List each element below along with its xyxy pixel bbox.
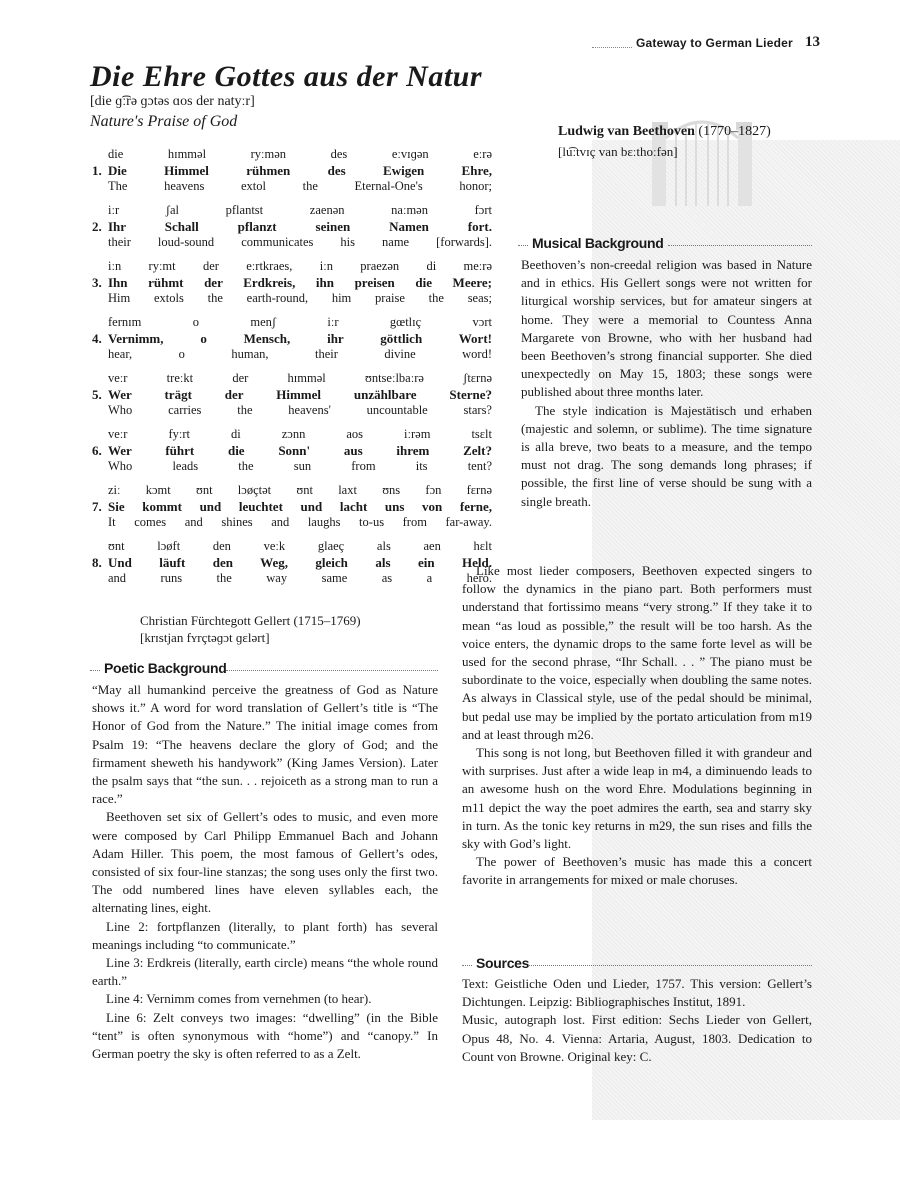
song-title-translation: Nature's Praise of God bbox=[90, 113, 238, 130]
section-rule bbox=[90, 670, 100, 671]
composer-line bbox=[558, 124, 771, 140]
line-number bbox=[92, 403, 108, 418]
poem-german-line bbox=[92, 274, 492, 291]
musical-background-text-continued bbox=[462, 562, 812, 890]
running-header: Gateway to German Lieder bbox=[636, 36, 793, 50]
paragraph: Beethoven set six of Gellert’s odes to music, and even more were composed by Carl Philipp Emmanuel Bach and Johann Adam Hiller. This poem, the most famous of Gellert’s odes, consisted of six four-line stanzas; the song uses only the first two. The odd numbered lines have eleven syllables each, the alternating lines, eight. bbox=[92, 809, 438, 916]
line-number: 2. bbox=[92, 219, 102, 234]
poem-stanza bbox=[92, 315, 492, 362]
line-number bbox=[92, 539, 108, 554]
paragraph: Line 4: Vernimm comes from vernehmen (to hear). bbox=[106, 991, 372, 1007]
paragraph: “May all humankind perceive the greatness of God as Nature shows it.” A word for word translation of Gellert’s title is “The Honor of God from the Nature.” The initial image comes from Psalm 19: “The heavens declare the glory of God; and the firmament sheweth his handywork” (King James Version). Later the psalm says that “the sun. . . rejoiceth as a strong man to run a race.” bbox=[92, 682, 438, 807]
poem-ipa-line bbox=[92, 371, 492, 386]
poem-english-line bbox=[92, 347, 492, 362]
line-number: 6. bbox=[92, 443, 102, 458]
line-text: veːr fyːrt di zɔnn aos iːrəm tsɛlt bbox=[108, 427, 492, 441]
page-number: 13 bbox=[805, 34, 820, 50]
composer-dates: (1770–1827) bbox=[698, 124, 771, 139]
line-text: Him extols the earth-round, him praise the seas; bbox=[108, 291, 492, 305]
line-number: 8. bbox=[92, 555, 102, 570]
line-number: 5. bbox=[92, 387, 102, 402]
poem-german-line bbox=[92, 386, 492, 403]
line-text: Who leads the sun from its tent? bbox=[108, 459, 492, 473]
line-text: The heavens extol the Eternal-One's honor; bbox=[108, 179, 492, 193]
line-number bbox=[92, 179, 108, 194]
line-number: 7. bbox=[92, 499, 102, 514]
poem-ipa-line bbox=[92, 315, 492, 330]
poem-german-line bbox=[92, 554, 492, 571]
poem-english-line bbox=[92, 571, 492, 586]
source-line: Text: Geistliche Oden und Lieder, 1757. This version: Gellert’s Dichtungen. Leipzig: Bibliographisches Institut, 1891. bbox=[462, 976, 812, 1010]
section-rule bbox=[528, 965, 812, 966]
musical-background-text bbox=[521, 256, 812, 511]
line-number bbox=[92, 427, 108, 442]
poem-stanza bbox=[92, 483, 492, 530]
line-number bbox=[92, 483, 108, 498]
line-number bbox=[92, 515, 108, 530]
line-number bbox=[92, 315, 108, 330]
paragraph: Line 6: Zelt conveys two images: “dwelling” (in the Bible “tent” is often synonymous with “home”) and “canopy.” In German poetry the sky is often referred to as a Zelt. bbox=[92, 1009, 438, 1062]
line-text: Wer führt die Sonn' aus ihrem Zelt? bbox=[108, 443, 492, 458]
line-text: Die Himmel rühmen des Ewigen Ehre, bbox=[108, 163, 492, 178]
line-number bbox=[92, 259, 108, 274]
line-text: Und läuft den Weg, gleich als ein Held. bbox=[108, 555, 492, 570]
line-number bbox=[92, 347, 108, 362]
line-number: 1. bbox=[92, 163, 102, 178]
poet-credit bbox=[140, 612, 361, 646]
line-text: their loud-sound communicates his name [forwards]. bbox=[108, 235, 492, 249]
line-text: It comes and shines and laughs to-us from far-away. bbox=[108, 515, 492, 529]
line-text: iːr ʃal pflantst zaenən naːmən fɔrt bbox=[108, 203, 492, 217]
section-rule bbox=[226, 670, 438, 671]
line-text: Ihr Schall pflanzt seinen Namen fort. bbox=[108, 219, 492, 234]
section-rule bbox=[462, 965, 472, 966]
poet-name: Christian Fürchtegott Gellert (1715–1769) bbox=[140, 613, 361, 628]
poem-english-line bbox=[92, 179, 492, 194]
poem-ipa-line bbox=[92, 203, 492, 218]
paragraph: The style indication is Majestätisch und erhaben (majestic and solemn, or sublime). The time signature is alla breve, two beats to a measure, and the tempo must not drag. The song demands long phrases; if possible, the first line of verse should be sung with a single breath. bbox=[521, 402, 812, 509]
poetic-background-text bbox=[92, 681, 438, 1063]
line-number bbox=[92, 571, 108, 586]
song-title-ipa: [die ɡ͡ːrə ɡɔtəs ɑos der natyːr] bbox=[90, 94, 255, 109]
poem-english-line bbox=[92, 403, 492, 418]
poem-ipa-line bbox=[92, 539, 492, 554]
poetic-background-heading: Poetic Background bbox=[104, 660, 227, 676]
paragraph: Line 2: fortpflanzen (literally, to plant forth) has several meanings including “to communicate.” bbox=[92, 918, 438, 952]
section-rule bbox=[518, 245, 528, 246]
header-rule bbox=[592, 47, 632, 48]
poem-stanza bbox=[92, 147, 492, 194]
line-number bbox=[92, 203, 108, 218]
poem-ipa-line bbox=[92, 147, 492, 162]
poem-german-line bbox=[92, 498, 492, 515]
line-text: Sie kommt und leuchtet und lacht uns von ferne, bbox=[108, 499, 492, 514]
line-text: die hɪmməl ryːmən des eːvɪɡən eːrə bbox=[108, 147, 492, 161]
poem-german-line bbox=[92, 442, 492, 459]
line-text: iːn ryːmt der eːrtkraes, iːn praezən di meːrə bbox=[108, 259, 492, 273]
line-number bbox=[92, 459, 108, 474]
line-text: Vernimm, o Mensch, ihr göttlich Wort! bbox=[108, 331, 492, 346]
poem-stanza bbox=[92, 371, 492, 418]
poem-german-line bbox=[92, 330, 492, 347]
line-number bbox=[92, 291, 108, 306]
line-number: 3. bbox=[92, 275, 102, 290]
composer-ipa: [lu͡ːtvɪç van bɛːthoːfən] bbox=[558, 144, 678, 159]
poem-english-line bbox=[92, 235, 492, 250]
composer-name: Ludwig van Beethoven bbox=[558, 124, 695, 139]
poem-text bbox=[92, 147, 492, 595]
paragraph: Line 3: Erdkreis (literally, earth circle) means “the whole round earth.” bbox=[92, 955, 438, 989]
sources-text bbox=[462, 975, 812, 1066]
line-text: hear, o human, their divine word! bbox=[108, 347, 492, 361]
line-text: ʊnt lɔøft den veːk glaeç als aen hɛlt bbox=[108, 539, 492, 553]
poem-english-line bbox=[92, 515, 492, 530]
line-number bbox=[92, 235, 108, 250]
line-number bbox=[92, 147, 108, 162]
song-title: Die Ehre Gottes aus der Natur bbox=[90, 60, 483, 93]
poem-ipa-line bbox=[92, 427, 492, 442]
poem-stanza bbox=[92, 203, 492, 250]
poem-stanza bbox=[92, 427, 492, 474]
line-number bbox=[92, 371, 108, 386]
line-text: Ihn rühmt der Erdkreis, ihn preisen die Meere; bbox=[108, 275, 492, 290]
poem-ipa-line bbox=[92, 259, 492, 274]
poem-english-line bbox=[92, 291, 492, 306]
paragraph: Like most lieder composers, Beethoven expected singers to follow the dynamics in the piano part. Both performers must understand that fortissimo means “very strong.” If they take it to mean “as loud as possible,” the result will be too harsh. As the voice enters, the dynamic drops to the same forte level as will be used for the second phrase, “Ihr Schall. . . ” The piano must be subordinate to the voice, especially when doubling the same notes. As always in Classical style, use of the pedal should be minimal, but pedal use may be implied by the portato articulation from m19 and at least through m26. bbox=[462, 563, 812, 742]
section-rule bbox=[668, 245, 812, 246]
paragraph: Beethoven’s non-creedal religion was based in Nature and in ethics. His Gellert songs were not written for liturgical worship services, but for amateur singers at home. They were a memorial to Countess Anna Margarete von Browne, who with her husband had been Beethoven’s strong financial supporter. She died unexpectedly on May 15, 1803; these songs were published about three months later. bbox=[521, 257, 812, 400]
poem-stanza bbox=[92, 259, 492, 306]
poet-ipa: [krɪstjan fʏrçtəɡɔt ɡɛlərt] bbox=[140, 630, 270, 645]
line-text: Who carries the heavens' uncountable stars? bbox=[108, 403, 492, 417]
source-line: Music, autograph lost. First edition: Sechs Lieder von Gellert, Opus 48, No. 4. Vienna: Artaria, August, 1803. Dedication to Count von Browne. Original key: C. bbox=[462, 1012, 812, 1064]
line-text: ziː kɔmt ʊnt lɔøçtət ʊnt laxt ʊns fɔn fɛrnə bbox=[108, 483, 492, 497]
poem-stanza bbox=[92, 539, 492, 586]
poem-german-line bbox=[92, 218, 492, 235]
line-number: 4. bbox=[92, 331, 102, 346]
poem-ipa-line bbox=[92, 483, 492, 498]
line-text: and runs the way same as a hero. bbox=[108, 571, 492, 585]
line-text: Wer trägt der Himmel unzählbare Sterne? bbox=[108, 387, 492, 402]
poem-german-line bbox=[92, 162, 492, 179]
paragraph: This song is not long, but Beethoven filled it with grandeur and with surprises. Just after a wide leap in m4, a diminuendo leads to an awesome hush on the word Ehre. Modulations beginning in m11 depict the way the poet admires the earth, sea and starry sky in turn. As the tonic key returns in m29, the sun rises and fills the sky with God’s light. bbox=[462, 745, 812, 852]
poem-english-line bbox=[92, 459, 492, 474]
musical-background-heading: Musical Background bbox=[532, 235, 664, 251]
line-text: fernɪm o menʃ iːr gœtlɪç vɔrt bbox=[108, 315, 492, 329]
sources-heading: Sources bbox=[476, 955, 530, 971]
line-text: veːr treːkt der hɪmməl ʊntseːlbaːrə ʃtɛrnə bbox=[108, 371, 492, 385]
paragraph: The power of Beethoven’s music has made this a concert favorite in arrangements for mixed or male choruses. bbox=[462, 854, 812, 888]
